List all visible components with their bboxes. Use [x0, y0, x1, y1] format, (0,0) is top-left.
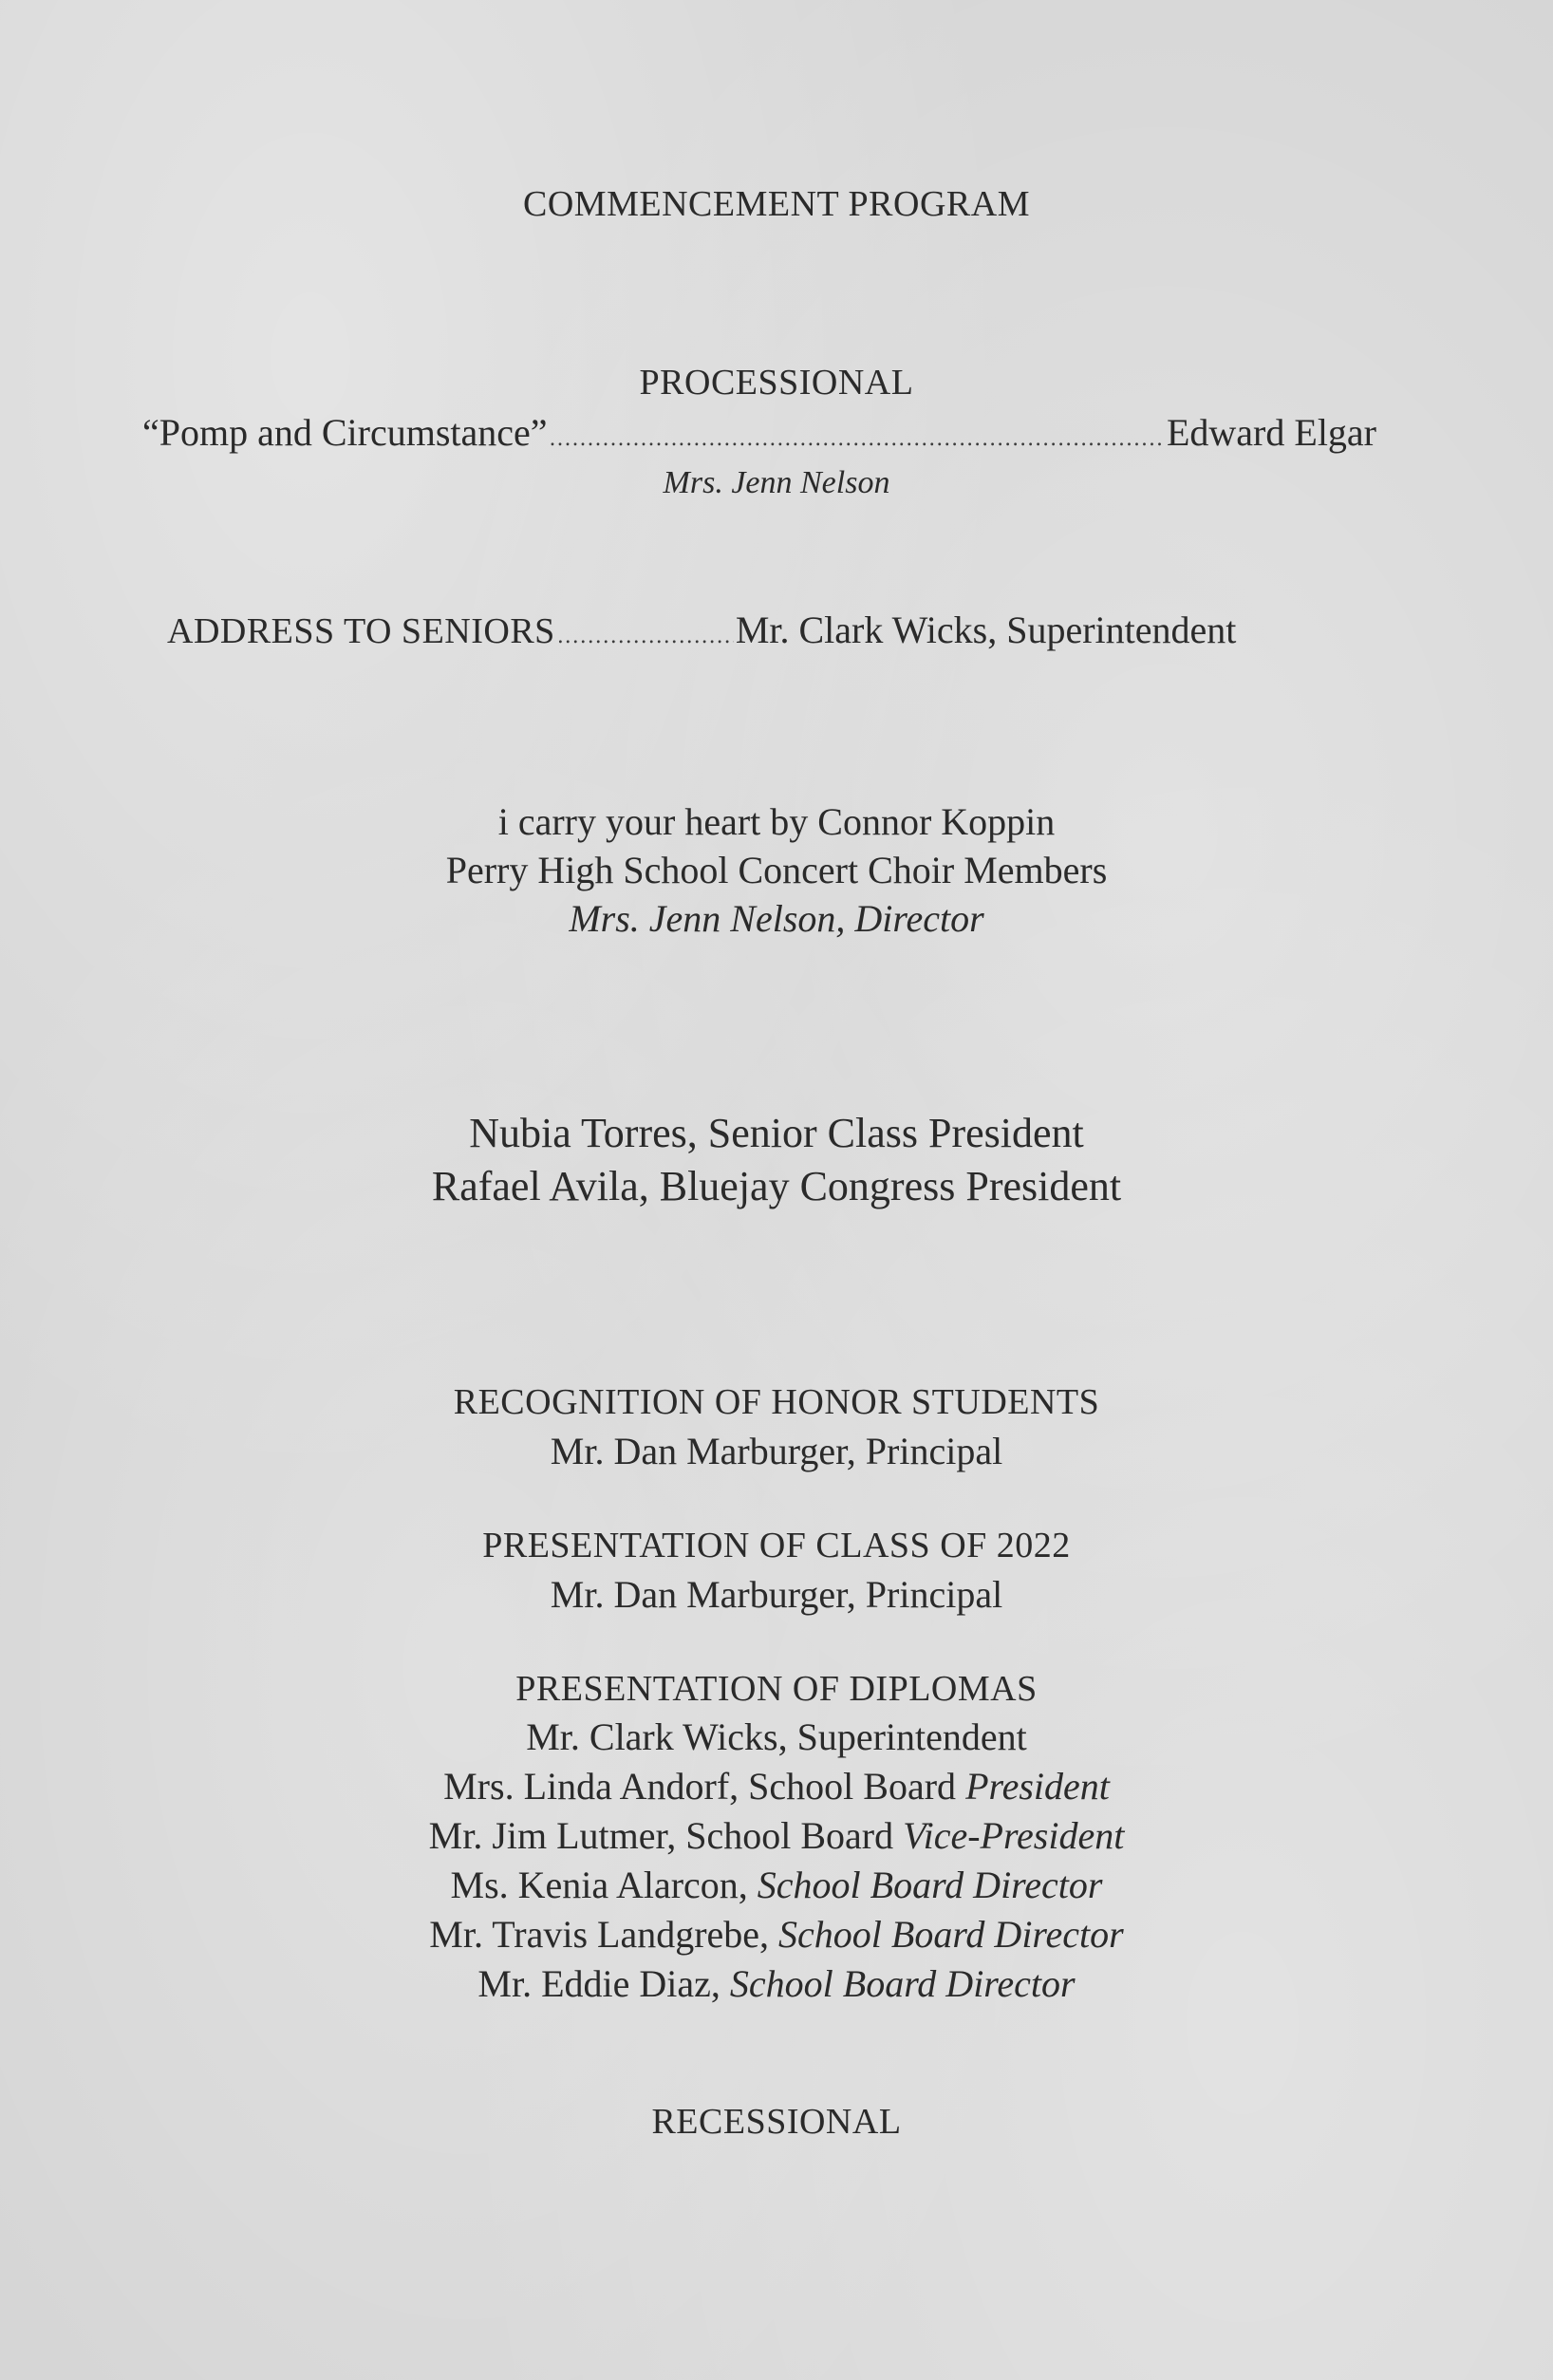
processional-heading: PROCESSIONAL — [639, 363, 914, 403]
diploma-presenter: Mr. Eddie Diaz, School Board Director — [477, 1962, 1076, 2005]
address-entry — [167, 611, 1350, 649]
program-title: COMMENCEMENT PROGRAM — [523, 184, 1030, 224]
diploma-presenter: Mrs. Linda Andorf, School Board President — [443, 1765, 1110, 1808]
processional-performer: Mrs. Jenn Nelson — [663, 465, 890, 500]
dot-leader — [550, 429, 1165, 450]
diploma-presenter: Mr. Jim Lutmer, School Board Vice-President — [428, 1814, 1125, 1857]
student-speaker-2: Rafael Avila, Bluejay Congress President — [431, 1163, 1122, 1209]
processional-entry — [142, 411, 1376, 454]
honor-students-presenter: Mr. Dan Marburger, Principal — [550, 1430, 1003, 1472]
diplomas-heading: PRESENTATION OF DIPLOMAS — [515, 1669, 1038, 1709]
dot-leader — [557, 627, 734, 647]
processional-piece: “Pomp and Circumstance” — [142, 411, 548, 454]
diploma-presenter: Ms. Kenia Alarcon, School Board Director — [450, 1864, 1103, 1906]
class-presentation-heading: PRESENTATION OF CLASS OF 2022 — [482, 1526, 1071, 1565]
choir-song: i carry your heart by Connor Koppin — [497, 800, 1056, 843]
address-heading: ADDRESS TO SENIORS — [167, 611, 555, 651]
diploma-presenter: Mr. Clark Wicks, Superintendent — [526, 1715, 1027, 1758]
choir-group: Perry High School Concert Choir Members — [445, 849, 1108, 891]
diploma-presenter: Mr. Travis Landgrebe, School Board Director — [429, 1913, 1124, 1956]
class-presentation-presenter: Mr. Dan Marburger, Principal — [550, 1573, 1003, 1616]
choir-director: Mrs. Jenn Nelson, Director — [569, 897, 984, 940]
recessional-heading: RECESSIONAL — [651, 2102, 902, 2142]
honor-students-heading: RECOGNITION OF HONOR STUDENTS — [453, 1382, 1100, 1422]
address-speaker: Mr. Clark Wicks, Superintendent — [735, 609, 1237, 651]
processional-composer: Edward Elgar — [1166, 411, 1376, 454]
student-speaker-1: Nubia Torres, Senior Class President — [469, 1110, 1084, 1156]
